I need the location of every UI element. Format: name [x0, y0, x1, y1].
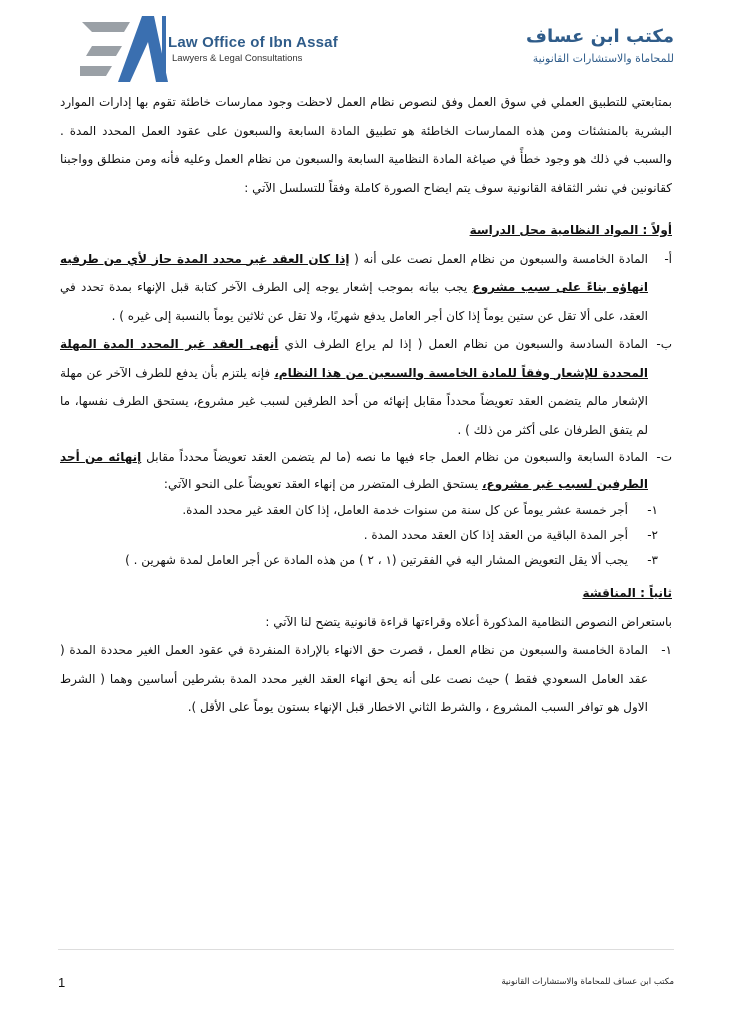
discussion-item	[60, 636, 672, 722]
sub-item-marker: ١-	[647, 503, 658, 517]
item-marker: ت-	[656, 450, 672, 464]
sub-item-marker: ٢-	[647, 528, 658, 542]
item-text: المادة الخامسة والسبعون من نظام العمل ، قصرت حق الانهاء بالإرادة المنفردة في عقود العمل الغير محددة المدة ( عقد العامل السعودي فقط ) حيث نصت على أنه يحق انهاء العقد الغير محدد المدة بشرطين أساسين وهما ( الشرط الاول هو توافر السبب المشروع ، والشرط الثاني الاخطار قبل الإنهاء بستون يوماً على الأقل ).	[60, 643, 648, 714]
item-text-before: المادة السادسة والسبعون من نظام العمل ( إذا لم يراع الطرف الذي	[278, 337, 649, 351]
item-text-underlined: إذا كان العقد غير محدد المدة جاز لأي من طرفيه انهاؤه بناءً على سبب مشروع	[60, 251, 648, 294]
item-marker: ب-	[656, 337, 672, 351]
item-text	[60, 330, 648, 444]
sub-item	[60, 523, 672, 548]
item-marker: ١-	[661, 643, 672, 657]
sub-item-text: أجر المدة الباقية من العقد إذا كان العقد محدد المدة .	[363, 528, 628, 542]
article-item	[60, 245, 672, 331]
sub-item-text: أجر خمسة عشر يوماً عن كل سنة من سنوات خدمة العامل، إذا كان العقد غير محدد المدة.	[182, 503, 628, 517]
article-item	[60, 330, 672, 444]
footer-office-name: مكتب ابن عساف للمحاماة والاستشارات القانونية	[501, 977, 674, 987]
intro-paragraph: بمتابعتي للتطبيق العملي في سوق العمل وفق لنصوص نظام العمل لاحظت وجود ممارسات خاطئة تقوم بها إدارات الموارد البشرية بالمنشئات ومن هذه الممارسات الخاطئة هو تطبيق المادة السابعة والسبعون على عقود العمل المحدد المدة . والسبب في ذلك هو وجود خطأً في صياغة المادة النظامية السابعة والسبعون من نظام العمل وعليه فأنه ومن منطلق وواجبنا كقانونين في نشر الثقافة القانونية سوف يتم ايضاح الصورة كاملة وفقاً للتسلسل الآتي :	[60, 95, 672, 195]
item-text-underlined: أنهى العقد غير المحدد المدة المهلة المحددة للإشعار وفقاً للمادة الخامسة والسبعين من هذا النظام،	[60, 337, 648, 380]
article-item	[60, 444, 672, 498]
office-subtitle-ar: للمحاماة والاستشارات القانونية	[532, 52, 674, 65]
office-name-en: Law Office of Ibn Assaf	[168, 34, 338, 51]
page-number: 1	[58, 975, 66, 990]
item-text-after: يستحق الطرف المتضرر من إنهاء العقد تعويضاً على النحو الآتي:	[163, 477, 482, 491]
footer-divider	[58, 949, 674, 950]
item-text	[60, 444, 648, 498]
item-text-after: يجب بيانه بموجب إشعار يوجه إلى الطرف الآخر كتابة قبل الإنهاء بمدة تحدد في العقد، على ألا تقل عن ستين يوماً إذا كان أجر العامل يدفع شهريًا، ولا تقل عن ثلاثين يوماً بالنسبة إلى غيره ) .	[60, 280, 648, 323]
item-text-before: المادة السابعة والسبعون من نظام العمل جاء فيها ما نصه (ما لم يتضمن العقد تعويضاً محدداً مقابل	[141, 450, 649, 464]
item-text	[60, 245, 648, 331]
item-text-before: المادة الخامسة والسبعون من نظام العمل نصت على أنه (	[349, 251, 648, 266]
section-heading-1: أولاً : المواد النظامية محل الدراسة	[469, 223, 672, 237]
item-text-after: فإنه يلتزم بأن يدفع للطرف الآخر عن مهلة الإشعار مالم يتضمن العقد تعويضاً محدداً مقابل إنهائه من أحد الطرفين لسبب غير مشروع، يستحق الطرف نفسها، ما لم يتفق الطرفان على أكثر من ذلك ) .	[60, 365, 648, 437]
office-subtitle-en: Lawyers & Legal Consultations	[172, 53, 303, 64]
sub-item	[60, 498, 672, 523]
sub-item-marker: ٣-	[647, 553, 658, 567]
sub-item-text: يجب ألا يقل التعويض المشار اليه في الفقرتين (١ ، ٢ ) من هذه المادة عن أجر العامل لمدة شهرين . )	[125, 553, 628, 567]
item-text-underlined: إنهائه من أحد الطرفين لسبب غير مشروع،	[60, 450, 648, 491]
document-body	[60, 88, 672, 722]
item-marker: أ-	[664, 251, 672, 266]
section-heading-2: ثانياً : المناقشة	[582, 586, 672, 600]
discussion-lead: باستعراض النصوص النظامية المذكورة أعلاه وقراءتها قراءة قانونية يتضح لنا الآتي :	[265, 614, 672, 629]
office-name-ar: مكتب ابن عساف	[526, 26, 674, 47]
office-logo-icon	[78, 12, 170, 86]
sub-item	[60, 548, 672, 573]
